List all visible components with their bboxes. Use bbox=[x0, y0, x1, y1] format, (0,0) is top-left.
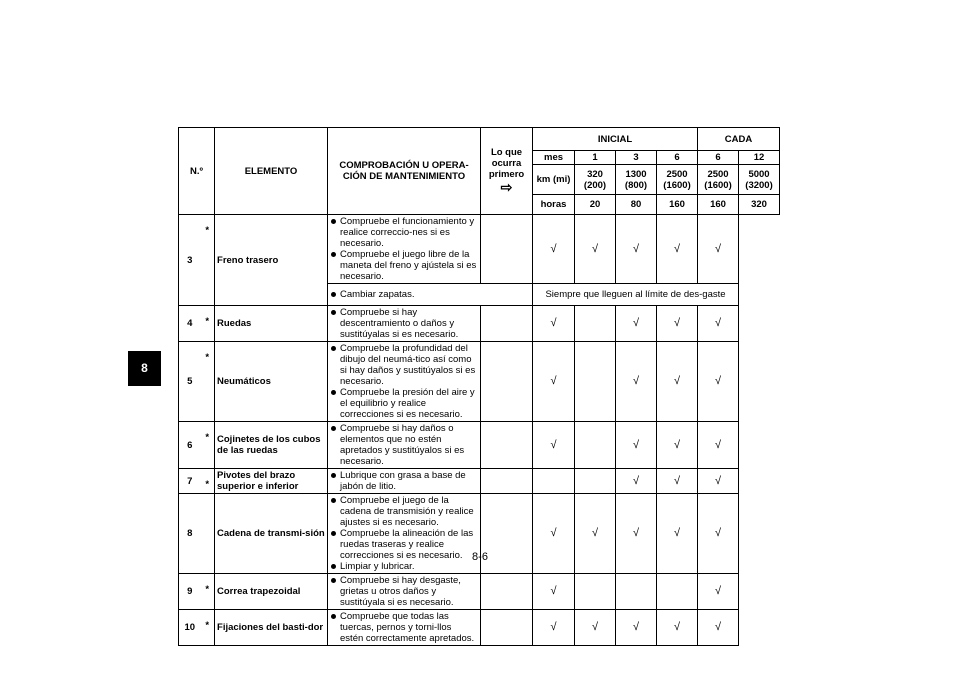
right-arrow-icon: ⇨ bbox=[500, 179, 513, 195]
row-number: 7 bbox=[179, 469, 201, 494]
check-mark-icon: √ bbox=[657, 422, 698, 469]
check-mark-icon: √ bbox=[698, 306, 739, 342]
check-mark-icon bbox=[575, 574, 616, 610]
table-row bbox=[179, 306, 780, 342]
replacement-note: Siempre que lleguen al límite de des-gaste bbox=[533, 284, 739, 306]
row-star: * bbox=[201, 469, 215, 494]
row-number: 3 bbox=[179, 215, 201, 306]
first-occurrence-cell bbox=[481, 342, 533, 422]
row-checks bbox=[328, 574, 481, 610]
header-cell: 5000 (3200) bbox=[739, 165, 780, 195]
header-row-label: km (mi) bbox=[533, 165, 575, 195]
check-mark-icon: √ bbox=[698, 422, 739, 469]
header-cell: 320 (200) bbox=[575, 165, 616, 195]
header-cell: 3 bbox=[616, 151, 657, 165]
header-first bbox=[481, 128, 533, 215]
check-mark-icon: √ bbox=[533, 610, 575, 646]
check-mark-icon: √ bbox=[533, 306, 575, 342]
check-mark-icon bbox=[575, 306, 616, 342]
check-item: Compruebe el juego libre de la maneta del freno y ajústela si es necesario. bbox=[331, 249, 477, 282]
check-mark-icon: √ bbox=[575, 215, 616, 284]
row-checks bbox=[328, 284, 533, 306]
row-star: * bbox=[201, 306, 215, 342]
check-item: Compruebe la presión del aire y el equilibrio y realice correcciones si es necesario. bbox=[331, 387, 477, 420]
check-mark-icon: √ bbox=[698, 494, 739, 574]
header-initial: INICIAL bbox=[533, 128, 698, 151]
header-cell: 6 bbox=[657, 151, 698, 165]
row-number: 9 bbox=[179, 574, 201, 610]
table-row bbox=[179, 215, 780, 284]
check-mark-icon bbox=[657, 574, 698, 610]
header-row-label: mes bbox=[533, 151, 575, 165]
check-item: Compruebe si hay descentramiento o daños y sustitúyalas si es necesario. bbox=[331, 307, 477, 340]
check-mark-icon: √ bbox=[575, 610, 616, 646]
row-number: 4 bbox=[179, 306, 201, 342]
check-mark-icon: √ bbox=[698, 215, 739, 284]
check-item: Compruebe si hay daños o elementos que no estén apretados y sustitúyalos si es necesario. bbox=[331, 423, 477, 467]
row-checks bbox=[328, 306, 481, 342]
check-item: Limpiar y lubricar. bbox=[331, 561, 477, 572]
row-star: * bbox=[201, 610, 215, 646]
check-mark-icon: √ bbox=[616, 469, 657, 494]
check-mark-icon: √ bbox=[533, 422, 575, 469]
check-item: Compruebe que todas las tuercas, pernos y torni-llos estén correctamente apretados. bbox=[331, 611, 477, 644]
check-mark-icon: √ bbox=[698, 342, 739, 422]
check-item: Compruebe si hay desgaste, grietas u otros daños y sustitúyala si es necesario. bbox=[331, 575, 477, 608]
row-checks bbox=[328, 422, 481, 469]
row-star: * bbox=[201, 215, 215, 306]
table-row bbox=[179, 422, 780, 469]
row-element: Cojinetes de los cubos de las ruedas bbox=[215, 422, 328, 469]
row-star: * bbox=[201, 574, 215, 610]
row-number: 10 bbox=[179, 610, 201, 646]
check-item: Lubrique con grasa a base de jabón de litio. bbox=[331, 470, 477, 492]
check-mark-icon: √ bbox=[657, 215, 698, 284]
check-item: Compruebe la profundidad del dibujo del neumá-tico así como si hay daños y sustitúyalos si es necesario. bbox=[331, 343, 477, 387]
check-mark-icon: √ bbox=[657, 494, 698, 574]
table-body bbox=[179, 215, 780, 646]
row-number: 6 bbox=[179, 422, 201, 469]
header-cell: 160 bbox=[698, 195, 739, 215]
check-mark-icon: √ bbox=[657, 469, 698, 494]
table-row bbox=[179, 469, 780, 494]
check-item: Compruebe el juego de la cadena de transmisión y realice ajustes si es necesario. bbox=[331, 495, 477, 528]
header-every: CADA bbox=[698, 128, 780, 151]
header-cell: 320 bbox=[739, 195, 780, 215]
row-checks bbox=[328, 342, 481, 422]
check-mark-icon: √ bbox=[616, 494, 657, 574]
table-row bbox=[179, 574, 780, 610]
row-element: Pivotes del brazo superior e inferior bbox=[215, 469, 328, 494]
row-number: 5 bbox=[179, 342, 201, 422]
maintenance-table-wrapper bbox=[178, 127, 779, 646]
header-row-label: horas bbox=[533, 195, 575, 215]
row-number: 8 bbox=[179, 494, 201, 574]
check-mark-icon bbox=[575, 469, 616, 494]
check-mark-icon bbox=[575, 422, 616, 469]
check-mark-icon: √ bbox=[616, 215, 657, 284]
check-mark-icon bbox=[616, 574, 657, 610]
table-row bbox=[179, 342, 780, 422]
row-element: Neumáticos bbox=[215, 342, 328, 422]
header-cell: 1 bbox=[575, 151, 616, 165]
row-checks bbox=[328, 469, 481, 494]
header-cell: 20 bbox=[575, 195, 616, 215]
first-occurrence-cell bbox=[481, 610, 533, 646]
header-cell: 160 bbox=[657, 195, 698, 215]
check-mark-icon: √ bbox=[533, 494, 575, 574]
first-occurrence-cell bbox=[481, 306, 533, 342]
first-occurrence-cell bbox=[481, 574, 533, 610]
row-element: Cadena de transmi-sión bbox=[215, 494, 328, 574]
page-number: 8-6 bbox=[472, 551, 488, 563]
check-mark-icon: √ bbox=[698, 610, 739, 646]
check-mark-icon: √ bbox=[616, 610, 657, 646]
header-cell: 1300 (800) bbox=[616, 165, 657, 195]
check-mark-icon: √ bbox=[616, 422, 657, 469]
check-mark-icon: √ bbox=[698, 574, 739, 610]
first-occurrence-cell bbox=[481, 469, 533, 494]
row-element: Correa trapezoidal bbox=[215, 574, 328, 610]
maintenance-table bbox=[178, 127, 780, 646]
check-item: Compruebe el funcionamiento y realice correccio-nes si es necesario. bbox=[331, 216, 477, 249]
check-mark-icon: √ bbox=[657, 610, 698, 646]
check-mark-icon: √ bbox=[533, 574, 575, 610]
header-num: N.º bbox=[179, 128, 215, 215]
row-element: Ruedas bbox=[215, 306, 328, 342]
row-checks bbox=[328, 215, 481, 284]
chapter-tab: 8 bbox=[128, 351, 161, 386]
check-mark-icon bbox=[575, 342, 616, 422]
check-mark-icon: √ bbox=[616, 342, 657, 422]
check-item: Cambiar zapatas. bbox=[331, 289, 529, 300]
header-cell: 2500 (1600) bbox=[657, 165, 698, 195]
row-element: Fijaciones del basti-dor bbox=[215, 610, 328, 646]
header-cell: 80 bbox=[616, 195, 657, 215]
check-item: Compruebe la alineación de las ruedas traseras y realice correcciones si es necesario. bbox=[331, 528, 477, 561]
check-mark-icon: √ bbox=[698, 469, 739, 494]
table-row bbox=[179, 610, 780, 646]
header-first-label: Lo que ocurra primero bbox=[488, 147, 525, 180]
check-mark-icon: √ bbox=[616, 306, 657, 342]
check-mark-icon: √ bbox=[575, 494, 616, 574]
check-mark-icon: √ bbox=[657, 306, 698, 342]
header-cell: 12 bbox=[739, 151, 780, 165]
row-checks bbox=[328, 610, 481, 646]
check-mark-icon: √ bbox=[533, 342, 575, 422]
check-mark-icon bbox=[533, 469, 575, 494]
header-cell: 2500 (1600) bbox=[698, 165, 739, 195]
check-mark-icon: √ bbox=[657, 342, 698, 422]
header-element: ELEMENTO bbox=[215, 128, 328, 215]
row-star: * bbox=[201, 342, 215, 422]
row-star: * bbox=[201, 422, 215, 469]
check-mark-icon: √ bbox=[533, 215, 575, 284]
header-check: COMPROBACIÓN U OPERA-CIÓN DE MANTENIMIENTO bbox=[328, 128, 481, 215]
first-occurrence-cell bbox=[481, 215, 533, 284]
first-occurrence-cell bbox=[481, 422, 533, 469]
row-element: Freno trasero bbox=[215, 215, 328, 306]
header-cell: 6 bbox=[698, 151, 739, 165]
